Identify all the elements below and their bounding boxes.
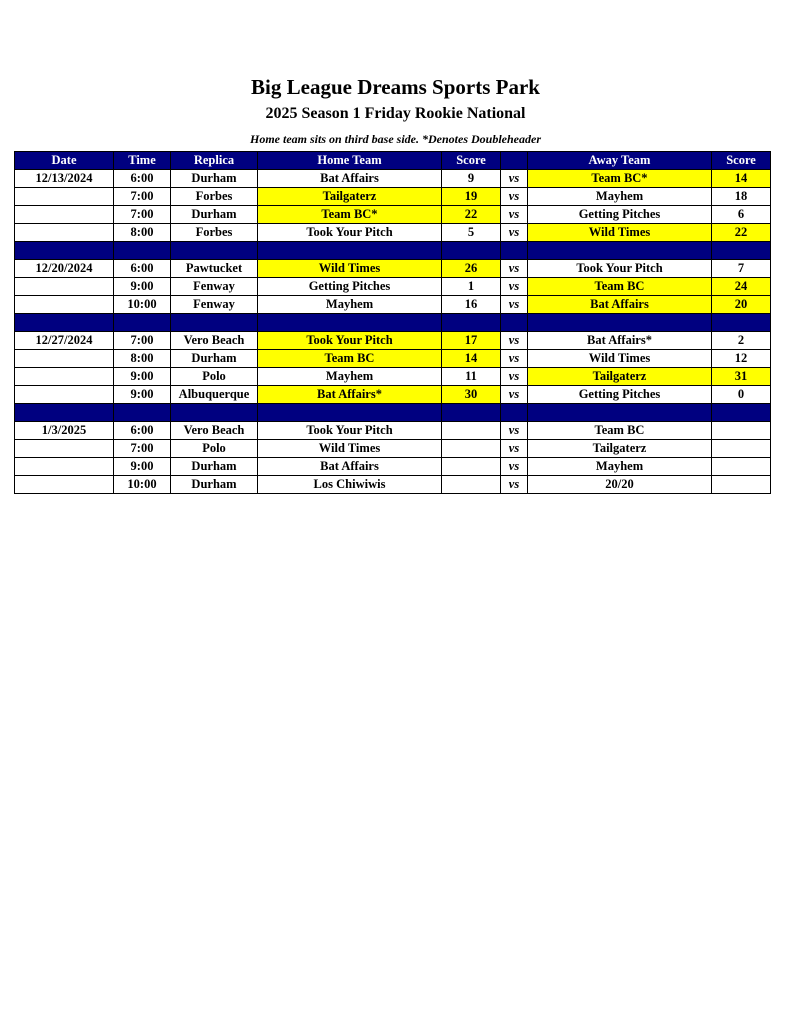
away-team-cell: Mayhem — [528, 188, 712, 206]
away-score-cell: 18 — [712, 188, 771, 206]
time-cell: 10:00 — [114, 296, 171, 314]
table-row — [15, 386, 771, 404]
replica-cell: Durham — [171, 350, 258, 368]
time-cell: 7:00 — [114, 440, 171, 458]
table-row — [15, 440, 771, 458]
separator-cell — [442, 404, 501, 422]
vs-cell: vs — [501, 278, 528, 296]
vs-cell: vs — [501, 332, 528, 350]
home-score-cell: 26 — [442, 260, 501, 278]
date-cell — [15, 224, 114, 242]
home-team-cell: Bat Affairs — [258, 458, 442, 476]
table-row — [15, 476, 771, 494]
date-cell — [15, 206, 114, 224]
separator-cell — [15, 404, 114, 422]
home-team-cell: Took Your Pitch — [258, 332, 442, 350]
separator-cell — [171, 242, 258, 260]
replica-cell: Durham — [171, 170, 258, 188]
table-row — [15, 260, 771, 278]
home-score-cell: 11 — [442, 368, 501, 386]
away-score-cell: 2 — [712, 332, 771, 350]
vs-cell: vs — [501, 260, 528, 278]
page-title: Big League Dreams Sports Park — [251, 75, 540, 99]
separator-cell — [712, 404, 771, 422]
col-header-vs — [501, 152, 528, 170]
time-cell: 6:00 — [114, 170, 171, 188]
week-separator-row — [15, 404, 771, 422]
col-header-home-team: Home Team — [258, 152, 442, 170]
away-score-cell: 12 — [712, 350, 771, 368]
home-score-cell — [442, 422, 501, 440]
away-score-cell — [712, 440, 771, 458]
date-cell — [15, 458, 114, 476]
home-team-cell: Took Your Pitch — [258, 224, 442, 242]
replica-cell: Albuquerque — [171, 386, 258, 404]
vs-cell: vs — [501, 386, 528, 404]
time-cell: 7:00 — [114, 332, 171, 350]
separator-cell — [258, 314, 442, 332]
date-cell: 12/20/2024 — [15, 260, 114, 278]
away-team-cell: Bat Affairs — [528, 296, 712, 314]
home-team-cell: Mayhem — [258, 368, 442, 386]
date-cell — [15, 476, 114, 494]
home-team-cell: Tailgaterz — [258, 188, 442, 206]
table-row — [15, 368, 771, 386]
home-team-cell: Los Chiwiwis — [258, 476, 442, 494]
col-header-home-score: Score — [442, 152, 501, 170]
away-team-cell: Mayhem — [528, 458, 712, 476]
home-score-cell: 17 — [442, 332, 501, 350]
home-score-cell: 14 — [442, 350, 501, 368]
separator-cell — [258, 404, 442, 422]
home-team-cell: Took Your Pitch — [258, 422, 442, 440]
time-cell: 9:00 — [114, 386, 171, 404]
replica-cell: Pawtucket — [171, 260, 258, 278]
away-team-cell: Wild Times — [528, 350, 712, 368]
away-score-cell: 6 — [712, 206, 771, 224]
date-cell — [15, 296, 114, 314]
home-team-cell: Bat Affairs — [258, 170, 442, 188]
col-header-time: Time — [114, 152, 171, 170]
page-subtitle: 2025 Season 1 Friday Rookie National — [265, 105, 526, 122]
home-score-cell — [442, 458, 501, 476]
time-cell: 6:00 — [114, 422, 171, 440]
home-score-cell: 1 — [442, 278, 501, 296]
home-score-cell: 30 — [442, 386, 501, 404]
vs-cell: vs — [501, 422, 528, 440]
separator-cell — [114, 242, 171, 260]
date-cell — [15, 278, 114, 296]
away-team-cell: Team BC* — [528, 170, 712, 188]
separator-cell — [528, 404, 712, 422]
home-team-cell: Team BC* — [258, 206, 442, 224]
away-score-cell — [712, 422, 771, 440]
replica-cell: Polo — [171, 368, 258, 386]
col-header-away-team: Away Team — [528, 152, 712, 170]
time-cell: 10:00 — [114, 476, 171, 494]
separator-cell — [501, 404, 528, 422]
vs-cell: vs — [501, 296, 528, 314]
date-cell — [15, 386, 114, 404]
home-team-cell: Mayhem — [258, 296, 442, 314]
replica-cell: Polo — [171, 440, 258, 458]
date-cell — [15, 440, 114, 458]
separator-cell — [114, 404, 171, 422]
date-cell — [15, 350, 114, 368]
vs-cell: vs — [501, 476, 528, 494]
col-header-date: Date — [15, 152, 114, 170]
table-row — [15, 422, 771, 440]
time-cell: 7:00 — [114, 188, 171, 206]
separator-cell — [501, 314, 528, 332]
away-score-cell: 14 — [712, 170, 771, 188]
replica-cell: Durham — [171, 476, 258, 494]
separator-cell — [15, 242, 114, 260]
home-team-cell: Getting Pitches — [258, 278, 442, 296]
home-team-cell: Bat Affairs* — [258, 386, 442, 404]
separator-cell — [528, 242, 712, 260]
schedule-table — [14, 151, 771, 494]
table-row — [15, 224, 771, 242]
away-team-cell: Wild Times — [528, 224, 712, 242]
separator-cell — [442, 242, 501, 260]
replica-cell: Forbes — [171, 188, 258, 206]
away-team-cell: Tailgaterz — [528, 440, 712, 458]
separator-cell — [258, 242, 442, 260]
separator-cell — [114, 314, 171, 332]
time-cell: 8:00 — [114, 350, 171, 368]
vs-cell: vs — [501, 206, 528, 224]
separator-cell — [712, 242, 771, 260]
separator-cell — [442, 314, 501, 332]
vs-cell: vs — [501, 458, 528, 476]
home-score-cell: 19 — [442, 188, 501, 206]
week-separator-row — [15, 314, 771, 332]
away-score-cell: 0 — [712, 386, 771, 404]
away-score-cell: 7 — [712, 260, 771, 278]
vs-cell: vs — [501, 350, 528, 368]
home-score-cell: 9 — [442, 170, 501, 188]
home-team-cell: Team BC — [258, 350, 442, 368]
table-row — [15, 296, 771, 314]
away-score-cell: 24 — [712, 278, 771, 296]
date-cell: 12/27/2024 — [15, 332, 114, 350]
separator-cell — [712, 314, 771, 332]
schedule-body — [15, 170, 771, 494]
replica-cell: Durham — [171, 206, 258, 224]
away-team-cell: 20/20 — [528, 476, 712, 494]
home-score-cell: 16 — [442, 296, 501, 314]
date-cell — [15, 188, 114, 206]
separator-cell — [501, 242, 528, 260]
away-team-cell: Team BC — [528, 278, 712, 296]
table-row — [15, 170, 771, 188]
away-score-cell — [712, 476, 771, 494]
away-score-cell — [712, 458, 771, 476]
table-row — [15, 188, 771, 206]
away-team-cell: Bat Affairs* — [528, 332, 712, 350]
table-row — [15, 332, 771, 350]
home-score-cell — [442, 440, 501, 458]
doubleheader-note: Home team sits on third base side. *Denotes Doubleheader — [250, 132, 541, 146]
col-header-away-score: Score — [712, 152, 771, 170]
home-score-cell — [442, 476, 501, 494]
replica-cell: Fenway — [171, 278, 258, 296]
vs-cell: vs — [501, 368, 528, 386]
home-team-cell: Wild Times — [258, 260, 442, 278]
time-cell: 9:00 — [114, 458, 171, 476]
table-row — [15, 350, 771, 368]
away-score-cell: 20 — [712, 296, 771, 314]
time-cell: 7:00 — [114, 206, 171, 224]
replica-cell: Vero Beach — [171, 422, 258, 440]
home-score-cell: 22 — [442, 206, 501, 224]
date-cell — [15, 368, 114, 386]
time-cell: 6:00 — [114, 260, 171, 278]
time-cell: 9:00 — [114, 278, 171, 296]
week-separator-row — [15, 242, 771, 260]
separator-cell — [171, 404, 258, 422]
separator-cell — [528, 314, 712, 332]
replica-cell: Forbes — [171, 224, 258, 242]
vs-cell: vs — [501, 224, 528, 242]
away-score-cell: 22 — [712, 224, 771, 242]
table-row — [15, 206, 771, 224]
date-cell: 12/13/2024 — [15, 170, 114, 188]
separator-cell — [15, 314, 114, 332]
away-team-cell: Team BC — [528, 422, 712, 440]
time-cell: 8:00 — [114, 224, 171, 242]
vs-cell: vs — [501, 170, 528, 188]
away-team-cell: Tailgaterz — [528, 368, 712, 386]
time-cell: 9:00 — [114, 368, 171, 386]
away-team-cell: Getting Pitches — [528, 386, 712, 404]
away-team-cell: Took Your Pitch — [528, 260, 712, 278]
home-team-cell: Wild Times — [258, 440, 442, 458]
header-row — [15, 152, 771, 170]
date-cell: 1/3/2025 — [15, 422, 114, 440]
away-team-cell: Getting Pitches — [528, 206, 712, 224]
vs-cell: vs — [501, 188, 528, 206]
separator-cell — [171, 314, 258, 332]
away-score-cell: 31 — [712, 368, 771, 386]
col-header-replica: Replica — [171, 152, 258, 170]
replica-cell: Vero Beach — [171, 332, 258, 350]
table-row — [15, 278, 771, 296]
home-score-cell: 5 — [442, 224, 501, 242]
vs-cell: vs — [501, 440, 528, 458]
replica-cell: Fenway — [171, 296, 258, 314]
replica-cell: Durham — [171, 458, 258, 476]
table-row — [15, 458, 771, 476]
